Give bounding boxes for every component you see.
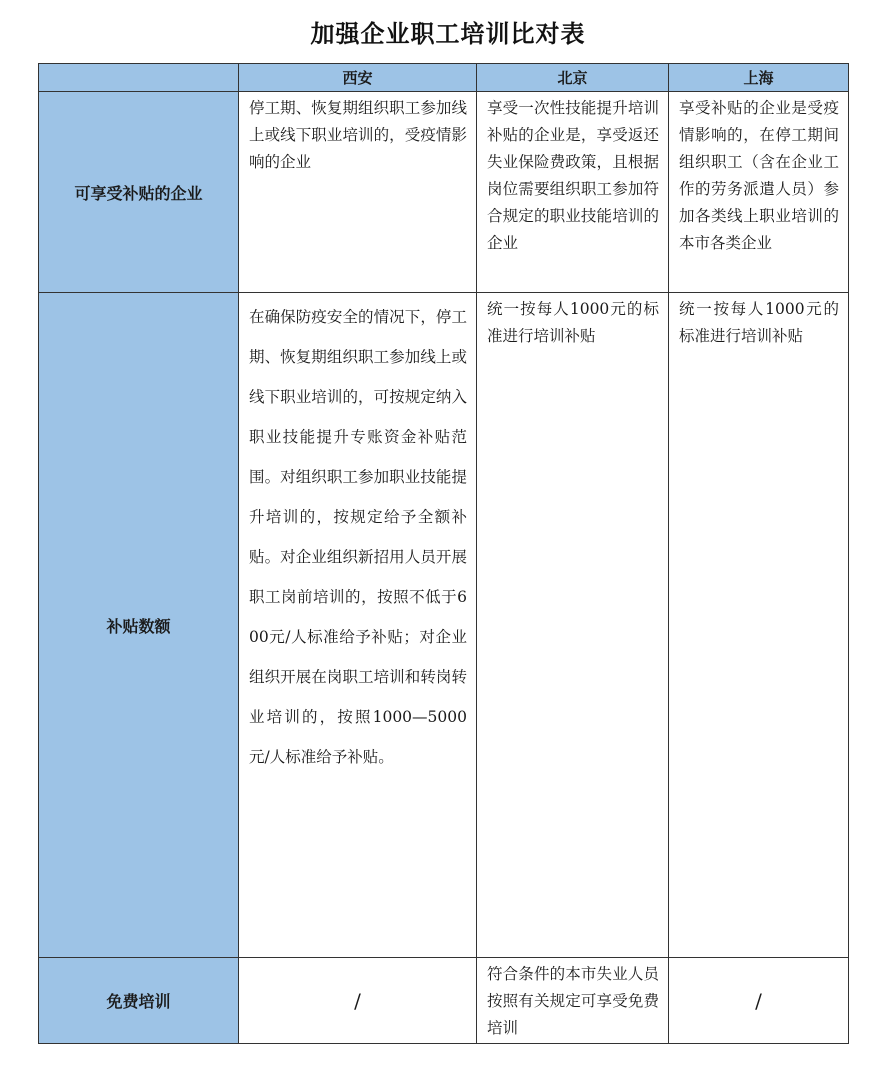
cell-free-xian: / xyxy=(239,958,477,1044)
cell-free-beijing xyxy=(477,958,669,1044)
cell-text: 符合条件的本市失业人员按照有关规定可享受免费培训 xyxy=(487,965,659,1037)
header-shanghai: 上海 xyxy=(669,64,849,92)
row-label-eligible-enterprises: 可享受补贴的企业 xyxy=(39,92,239,293)
cell-subsidy-shanghai xyxy=(669,293,849,958)
cell-free-shanghai: / xyxy=(669,958,849,1044)
row-label-subsidy-amount: 补贴数额 xyxy=(39,293,239,958)
cell-text: 享受补贴的企业是受疫情影响的，在停工期间组织职工（含在企业工作的劳务派遣人员）参加各类线上职业培训的本市各类企业 xyxy=(679,99,839,252)
cell-text: 享受一次性技能提升培训补贴的企业是，享受返还失业保险费政策，且根据岗位需要组织职工参加符合规定的职业技能培训的企业 xyxy=(487,99,659,252)
header-beijing: 北京 xyxy=(477,64,669,92)
cell-eligible-xian xyxy=(239,92,477,293)
row-label-free-training: 免费培训 xyxy=(39,958,239,1044)
cell-subsidy-xian xyxy=(239,293,477,958)
table-row-subsidy-amount xyxy=(39,293,849,958)
cell-text: 统一按每人1000元的标准进行培训补贴 xyxy=(679,300,839,345)
table-row-free-training xyxy=(39,958,849,1044)
comparison-table xyxy=(38,63,849,1044)
header-corner-cell xyxy=(39,64,239,92)
cell-text: 停工期、恢复期组织职工参加线上或线下职业培训的，受疫情影响的企业 xyxy=(249,99,467,171)
cell-text: 在确保防疫安全的情况下，停工期、恢复期组织职工参加线上或线下职业培训的，可按规定纳入职业技能提升专账资金补贴范围。对组织职工参加职业技能提升培训的，按规定给予全额补贴。对企业组织新招用人员开展职工岗前培训的，按照不低于600元/人标准给予补贴；对企业组织开展在岗职工培训和转岗转业培训的，按照1000—5000元/人标准给予补贴。 xyxy=(249,308,467,766)
cell-text: 统一按每人1000元的标准进行培训补贴 xyxy=(487,300,659,345)
table-row-eligible-enterprises xyxy=(39,92,849,293)
cell-eligible-beijing xyxy=(477,92,669,293)
page-title: 加强企业职工培训比对表 xyxy=(310,20,586,48)
table-header-row xyxy=(39,64,849,92)
cell-subsidy-beijing xyxy=(477,293,669,958)
cell-eligible-shanghai xyxy=(669,92,849,293)
header-xian: 西安 xyxy=(239,64,477,92)
